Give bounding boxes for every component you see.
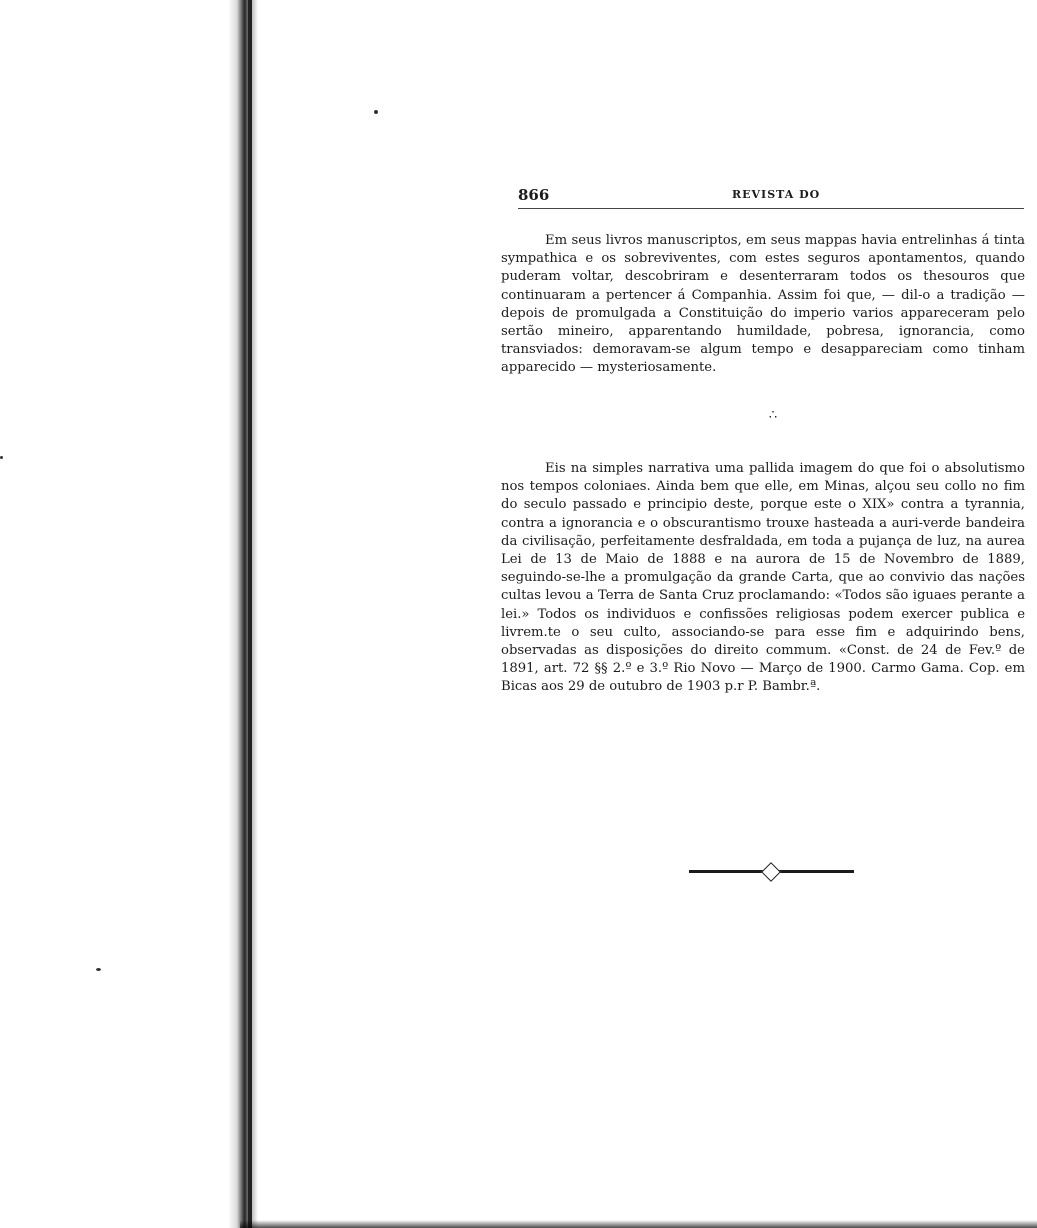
paragraph-2: Eis na simples narrativa uma pallida imagem do que foi o absolutismo nos tempos coloniaes. Ainda bem que elle, em Minas, alçou seu collo no fim do seculo passado e principio deste, porque este o XIX» contra a tyrannia, contra a ignorancia e o obscurantismo trouxe hasteada a auri-verde bandeira da civilisação, perfeitamente desfraldada, em toda a pujança de luz, na aurea Lei de 13 de Maio de 1888 e na aurora de 15 de Novembro de 1889, seguindo-se-lhe a promulgação da grande Carta, que ao convivio das nações cultas levou a Terra de Santa Cruz proclamando: «Todos são iguaes perante a lei.» Todos os individuos e confissões religiosas podem exercer publica e livrem.te o seu culto, associando-se para esse fim e adquirindo bens, observadas as disposições do direito commum. «Const. de 24 de Fev.º de 1891, art. 72 §§ 2.º e 3.º Rio Novo — Março de 1900. Carmo Gama. Cop. em Bicas aos 29 de outubro de 1903 p.r P. Bambr.ª. <box>501 461 1025 695</box>
print-speck <box>96 968 101 971</box>
print-speck <box>374 110 378 114</box>
paragraph-1: Em seus livros manuscriptos, em seus mappas havia entrelinhas á tinta sympathica e os sobreviventes, com estes seguros apontamentos, quando puderam voltar, descobriram e desenterraram todos os thesouros que continuaram a pertencer á Companhia. Assim foi que, — dil-o a tradição — depois de promulgada a Constituição do imperio varios appareceram pelo sertão mineiro, apparentando humildade, pobresa, ignorancia, como transviados: demoravam-se algum tempo e desappareciam como tinham apparecido — mysteriosamente. <box>501 233 1025 376</box>
page-number: 866 <box>518 186 550 204</box>
book-gutter-shadow <box>228 0 258 1228</box>
page-bottom-edge <box>240 1220 1037 1228</box>
print-speck <box>0 456 3 459</box>
closing-rule-ornament <box>761 862 781 882</box>
running-head: REVISTA DO <box>732 188 821 201</box>
book-binding-edge <box>248 0 252 1228</box>
page-header <box>518 186 1024 209</box>
section-asterism: ∴ <box>768 408 778 423</box>
